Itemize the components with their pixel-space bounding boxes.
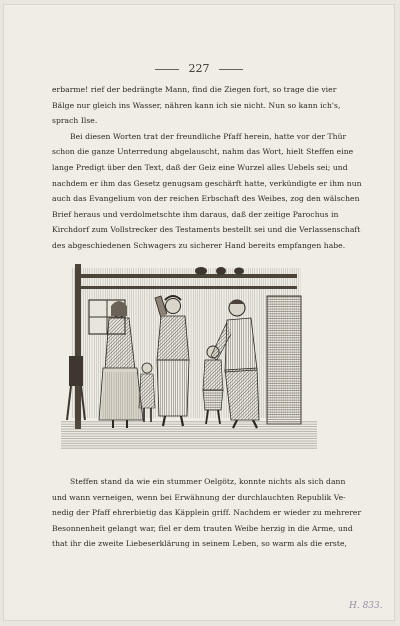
- text-block-bottom: [52, 474, 362, 552]
- text-line: nedig der Pfaff ehrerbietig das Käpplein griff. Nachdem er wieder zu mehrerer: [52, 508, 362, 518]
- header-rule-right: [219, 69, 243, 70]
- shelf-lower: [75, 286, 297, 289]
- text-line: Besonnenheit gelangt war, fiel er dem trauten Weibe herzig in die Arme, und: [52, 523, 353, 533]
- text-line: that ihr die zweite Liebeserklärung in seinem Leben, so warm als die erste,: [52, 539, 347, 549]
- page-number: 227: [188, 62, 210, 75]
- header-rule-left: [155, 69, 179, 70]
- page-header: [3, 62, 395, 75]
- text-line: lange Predigt über den Text, daß der Geiz eine Wurzel alles Uebels sei; und: [52, 162, 348, 172]
- text-line: und wann verneigen, wenn bei Erwähnung der durchlauchten Republik Ve-: [52, 492, 346, 502]
- wooden-post: [75, 264, 81, 429]
- text-line: des abgeschiedenen Schwagers zu sicherer Hand bereits empfangen habe.: [52, 240, 346, 250]
- text-line: Brief heraus und verdolmetschte ihm daraus, daß der zeitige Parochus in: [52, 209, 339, 219]
- text-line: Steffen stand da wie ein stummer Oelgötz, konnte nichts als sich dann: [70, 477, 346, 486]
- text-line: Kirchdorf zum Vollstrecker des Testaments bestellt sei und die Verlassenschaft: [52, 225, 361, 235]
- text-line: schon die ganze Unterredung abgelauscht, nahm das Wort, hielt Steffen eine: [52, 147, 354, 157]
- library-shelfmark: H. 833.: [349, 601, 383, 611]
- text-block-top: [52, 82, 362, 254]
- engraving-illustration: [61, 260, 317, 456]
- text-line: auch das Evangelium von der reichen Erbschaft des Weibes, zog den wälschen: [52, 194, 360, 204]
- door: [267, 296, 301, 424]
- shelf: [75, 274, 297, 278]
- text-line: sprach Ilse.: [52, 116, 98, 126]
- floor: [61, 420, 317, 450]
- text-line: Bei diesen Worten trat der freundliche Pfaff herein, hatte vor der Thür: [70, 131, 347, 141]
- text-line: erbarme! rief der bedrängte Mann, find die Ziegen fort, so trage die vier: [52, 85, 337, 94]
- book-page: [3, 4, 395, 621]
- text-line: nachdem er ihm das Gesetz genugsam geschärft hatte, verkündigte er ihm nun: [52, 178, 362, 188]
- text-line: Bälge nur gleich ins Wasser, nähren kann ich sie nicht. Nun so kann ich's,: [52, 100, 341, 110]
- chair: [69, 356, 83, 386]
